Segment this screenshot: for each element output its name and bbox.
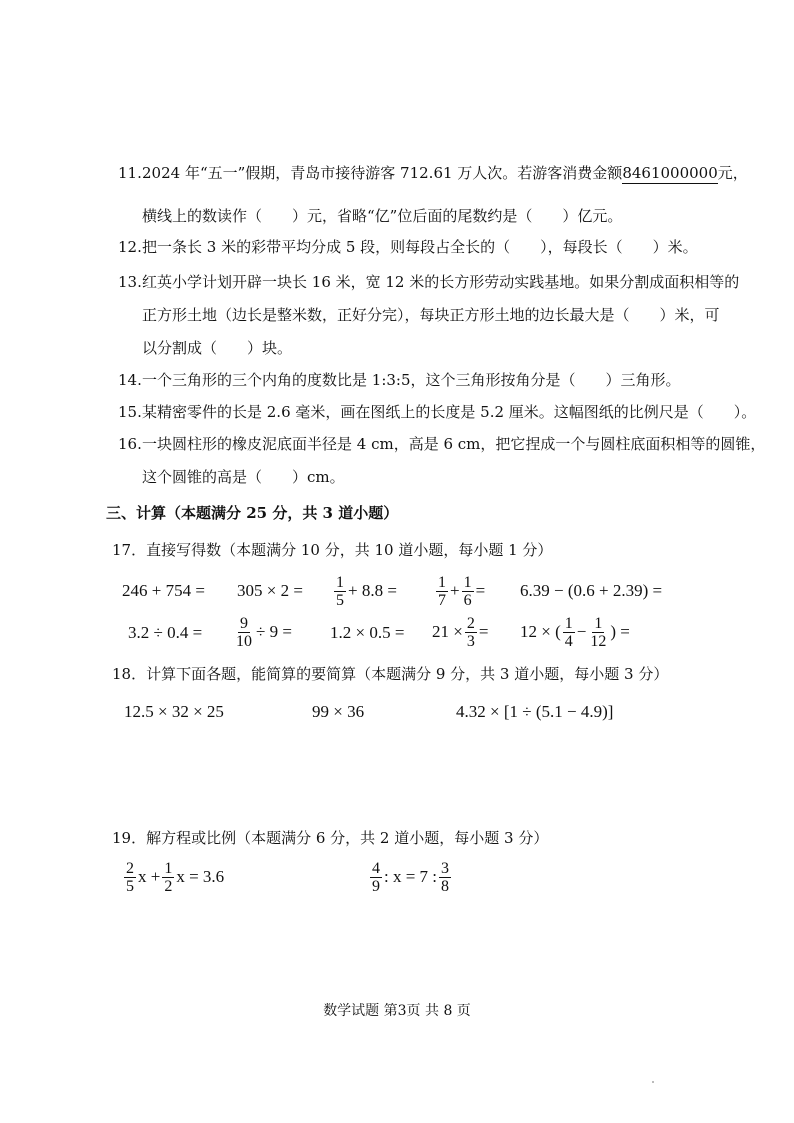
expression: 3.2 ÷ 0.4 = <box>128 623 203 642</box>
question-text: 一块圆柱形的橡皮泥底面半径是 4 cm，高是 6 cm，把它捏成一个与圆柱底面积相等的圆锥， <box>142 435 766 453</box>
fraction: $\frac{1}{12}$ <box>590 614 607 650</box>
section-title: 三、计算（本题满分 25 分，共 3 道小题） <box>106 504 399 522</box>
expression: 12 × ( $\frac{1}{4}$ − $\frac{1}{12}$ ) = <box>520 614 630 650</box>
question-16 <box>118 434 765 454</box>
fraction: $\frac{1}{7}$ <box>438 573 446 609</box>
question-18-title: 18．计算下面各题，能简算的要简算（本题满分 9 分，共 3 道小题，每小题 3 分） <box>112 665 669 683</box>
question-text: 红英小学计划开辟一块长 16 米，宽 12 米的长方形劳动实践基地。如果分割成面积相等的 <box>142 273 740 291</box>
question-text: 某精密零件的长是 2.6 毫米，画在图纸上的长度是 5.2 厘米。这幅图纸的比例尺是（ ）。 <box>142 403 757 421</box>
expression: 12.5 × 32 × 25 <box>124 702 224 721</box>
question-number: 16. <box>118 435 142 453</box>
question-number: 12. <box>118 238 142 256</box>
question-16-line2: 这个圆锥的高是（ ）cm。 <box>142 468 345 486</box>
question-text: 一个三角形的三个内角的度数比是 1:3:5，这个三角形按角分是（ ）三角形。 <box>142 371 681 389</box>
expression: 4.32 × [1 ÷ (5.1 − 4.9)] <box>456 702 614 721</box>
question-13-line3: 以分割成（ ）块。 <box>142 339 293 357</box>
question-12 <box>118 237 698 257</box>
question-17-title: 17．直接写得数（本题满分 10 分，共 10 道小题，每小题 1 分） <box>112 541 553 559</box>
expression: $\frac{4}{9}$ : x = 7 : $\frac{3}{8}$ <box>372 859 450 895</box>
question-19-title: 19．解方程或比例（本题满分 6 分，共 2 道小题，每小题 3 分） <box>112 829 549 847</box>
question-number: 11. <box>118 164 142 182</box>
fraction: $\frac{3}{8}$ <box>441 859 450 895</box>
question-11 <box>118 163 748 183</box>
expression: $\frac{9}{10}$ ÷ 9 = <box>236 614 292 650</box>
fraction: $\frac{4}{9}$ <box>372 859 380 895</box>
question-14 <box>118 370 681 390</box>
expression: 99 × 36 <box>312 702 365 721</box>
fraction: $\frac{1}{2}$ <box>164 859 173 895</box>
scan-speck <box>652 1081 654 1083</box>
question-number: 15. <box>118 403 142 421</box>
question-number: 14. <box>118 371 142 389</box>
underlined-amount: 8461000000 <box>622 164 718 182</box>
expression: 246 + 754 = <box>122 581 205 600</box>
expression: 21 × $\frac{2}{3}$ = <box>432 614 489 650</box>
expression: $\frac{2}{5}$ x + $\frac{1}{2}$ x = 3.6 <box>126 859 225 895</box>
expression: $\frac{1}{5}$ + 8.8 = <box>336 573 397 609</box>
question-text: 2024 年“五一”假期，青岛市接待游客 712.61 万人次。若游客消费金额 <box>142 164 623 182</box>
question-15 <box>118 402 756 422</box>
question-text: 把一条长 3 米的彩带平均分成 5 段，则每段占全长的（ ），每段长（ ）米。 <box>142 238 698 256</box>
expression: $\frac{1}{7}$ + $\frac{1}{6}$ = <box>438 573 486 609</box>
question-13-line2: 正方形土地（边长是整米数，正好分完），每块正方形土地的边长最大是（ ）米，可 <box>142 306 720 324</box>
expression: 305 × 2 = <box>237 581 303 600</box>
fraction: $\frac{2}{5}$ <box>126 859 134 895</box>
expression: 1.2 × 0.5 = <box>330 623 405 642</box>
page-footer: 数学试题 第3页 共 8 页 <box>323 1003 471 1019</box>
question-text: 元， <box>717 164 748 182</box>
fraction: $\frac{1}{4}$ <box>564 614 573 650</box>
question-11-line2: 横线上的数读作（ ）元，省略“亿”位后面的尾数约是（ ）亿元。 <box>142 207 623 225</box>
fraction: $\frac{2}{3}$ <box>466 614 475 650</box>
question-number: 13. <box>118 273 142 291</box>
expression: 6.39 − (0.6 + 2.39) = <box>520 581 663 600</box>
question-13 <box>118 272 739 292</box>
fraction: $\frac{1}{6}$ <box>463 573 472 609</box>
fraction: $\frac{1}{5}$ <box>336 573 344 609</box>
fraction: $\frac{9}{10}$ <box>236 614 252 650</box>
